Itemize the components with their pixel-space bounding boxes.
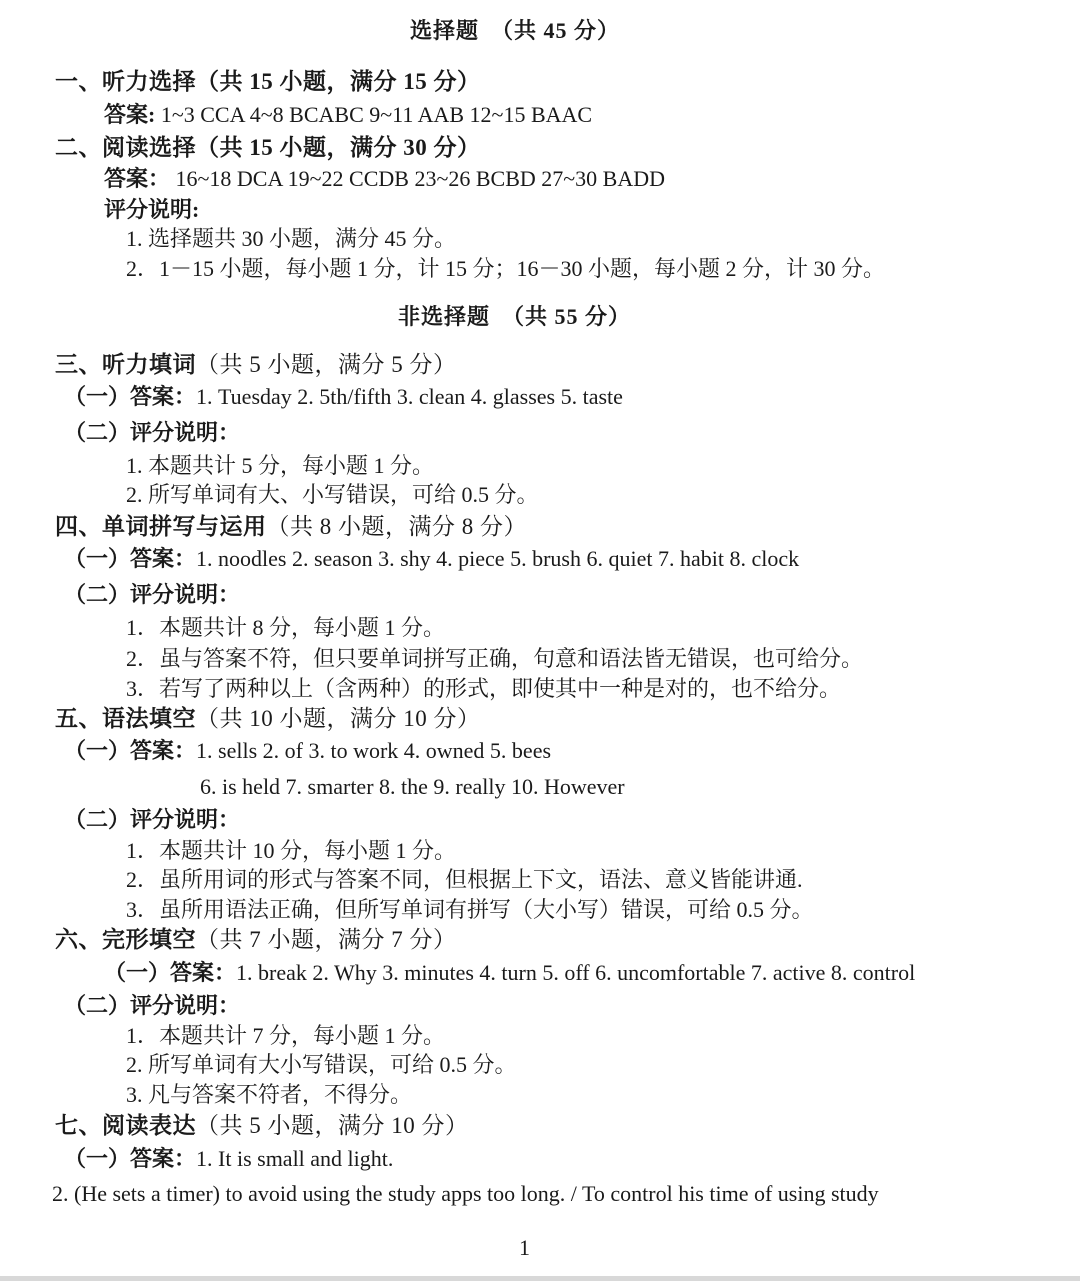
section-6-rule: 1．本题共计 7 分，每小题 1 分。	[126, 1023, 446, 1048]
answer-label: （一）答案：	[64, 384, 197, 409]
section-2-title: 二、阅读选择（共 15 小题，满分 30 分）	[55, 135, 481, 160]
section-1-answer	[104, 104, 592, 126]
section-5-answer	[64, 740, 551, 762]
section-title-rest: （共 10 小题，满分 10 分）	[196, 706, 481, 731]
answer-label: （一）答案：	[104, 960, 237, 985]
section-5-title	[55, 707, 481, 730]
section-3-rules-label: （二）评分说明：	[64, 420, 241, 445]
section-5-rule: 2．虽所用词的形式与答案不同，但根据上下文，语法、意义皆能讲通.	[126, 867, 803, 892]
section-5-rule: 1．本题共计 10 分，每小题 1 分。	[126, 838, 457, 863]
section-title-bold: 七、阅读表达	[55, 1113, 196, 1138]
section-4-rule: 2．虽与答案不符，但只要单词拼写正确，句意和语法皆无错误，也可给分。	[126, 646, 864, 671]
section-2-answer	[104, 168, 665, 190]
section-2-rules-label: 评分说明:	[104, 197, 200, 222]
section-7-answer	[64, 1148, 393, 1170]
section-2-rule: 2．1－15 小题，每小题 1 分，计 15 分；16－30 小题，每小题 2 分，计 30 分。	[126, 256, 886, 281]
heading-nonchoice: 非选择题 （共 55 分）	[398, 304, 632, 329]
section-title-bold: 六、完形填空	[55, 927, 196, 952]
answer-text: 1~3 CCA 4~8 BCABC 9~11 AAB 12~15 BAAC	[160, 102, 593, 127]
section-4-rule: 3．若写了两种以上（含两种）的形式，即使其中一种是对的，也不给分。	[126, 676, 842, 701]
section-7-answer-2: 2. (He sets a timer) to avoid using the study apps too long. / To control his time of using study	[52, 1181, 879, 1206]
section-title-rest: （共 8 小题，满分 8 分）	[266, 514, 527, 539]
section-title-bold: 四、单词拼写与运用	[55, 514, 267, 539]
section-4-rules-label: （二）评分说明：	[64, 582, 241, 607]
section-title-bold: 三、听力填词	[55, 352, 196, 377]
section-3-rule: 2. 所写单词有大、小写错误，可给 0.5 分。	[126, 482, 539, 507]
section-title-rest: （共 7 小题，满分 7 分）	[196, 927, 457, 952]
answer-text: 1. break 2. Why 3. minutes 4. turn 5. off 6. uncomfortable 7. active 8. control	[236, 960, 916, 985]
page-bottom-edge	[0, 1276, 1080, 1281]
section-5-rules-label: （二）评分说明：	[64, 807, 241, 832]
answer-text: 1. Tuesday 2. 5th/fifth 3. clean 4. glasses 5. taste	[196, 384, 623, 409]
answer-label: （一）答案：	[64, 546, 197, 571]
section-title-bold: 五、语法填空	[55, 706, 196, 731]
heading-choice: 选择题 （共 45 分）	[410, 18, 621, 43]
answer-label: （一）答案：	[64, 1146, 197, 1171]
page-number: 1	[519, 1235, 530, 1260]
section-6-answer	[104, 962, 915, 984]
section-2-rule: 1. 选择题共 30 小题，满分 45 分。	[126, 226, 457, 251]
section-5-rule: 3．虽所用语法正确，但所写单词有拼写（大小写）错误，可给 0.5 分。	[126, 897, 814, 922]
section-4-title	[55, 515, 527, 538]
section-5-answer-line2: 6. is held 7. smarter 8. the 9. really 10. However	[200, 774, 625, 799]
section-4-rule: 1．本题共计 8 分，每小题 1 分。	[126, 615, 446, 640]
section-6-rule: 2. 所写单词有大小写错误，可给 0.5 分。	[126, 1052, 517, 1077]
section-6-rules-label: （二）评分说明：	[64, 993, 241, 1018]
answer-text: 16~18 DCA 19~22 CCDB 23~26 BCBD 27~30 BADD	[175, 166, 666, 191]
section-title-rest: （共 5 小题，满分 10 分）	[196, 1113, 469, 1138]
answer-text: 1. noodles 2. season 3. shy 4. piece 5. brush 6. quiet 7. habit 8. clock	[196, 546, 800, 571]
answer-text: 1. sells 2. of 3. to work 4. owned 5. bees	[196, 738, 552, 763]
section-6-rule: 3. 凡与答案不符者，不得分。	[126, 1082, 413, 1107]
answer-label: 答案：	[104, 166, 171, 191]
section-3-answer	[64, 386, 623, 408]
section-4-answer	[64, 548, 799, 570]
section-1-title: 一、听力选择（共 15 小题，满分 15 分）	[55, 69, 481, 94]
answer-label: （一）答案：	[64, 738, 197, 763]
answer-text: 1. It is small and light.	[196, 1146, 394, 1171]
answer-label: 答案:	[104, 102, 156, 127]
section-3-title	[55, 353, 457, 376]
section-6-title	[55, 928, 457, 951]
section-title-rest: （共 5 小题，满分 5 分）	[196, 352, 457, 377]
section-3-rule: 1. 本题共计 5 分，每小题 1 分。	[126, 453, 435, 478]
section-7-title	[55, 1114, 469, 1137]
